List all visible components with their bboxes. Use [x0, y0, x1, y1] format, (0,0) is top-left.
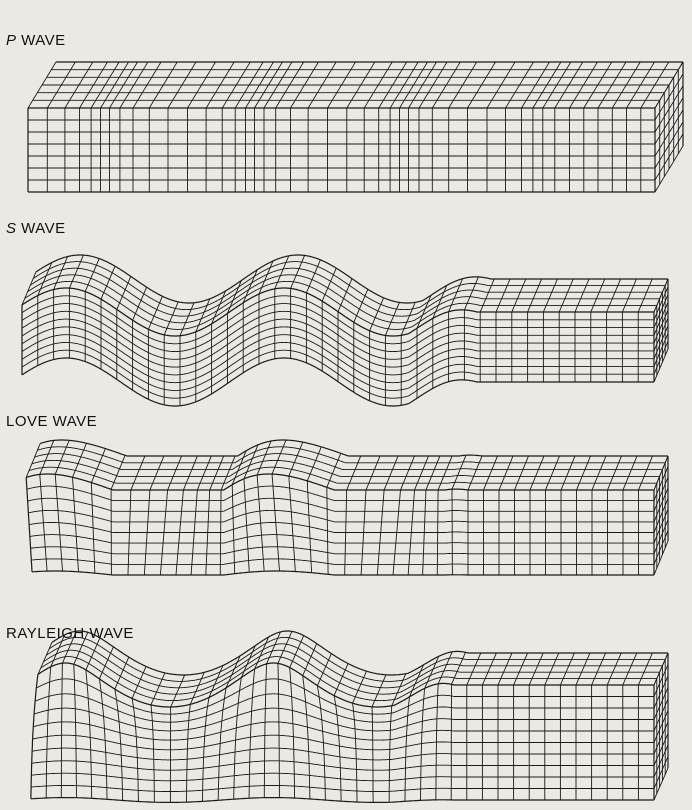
mesh-top-cross-line: [322, 268, 336, 301]
mesh-front-column-line: [249, 669, 255, 798]
mesh-top-cross-line: [210, 456, 224, 490]
mesh-top-cross-line: [561, 456, 575, 490]
mesh-top-cross-line: [164, 302, 178, 335]
mesh-front-column-line: [421, 688, 425, 800]
mesh-top-cross-line: [499, 456, 513, 490]
rayleigh-wave-block-diagram: [0, 615, 692, 810]
mesh-end-row-line: [654, 456, 668, 490]
mesh-front-column-line: [46, 667, 51, 798]
mesh-top-cross-line: [482, 653, 496, 685]
mesh-top-cross-line: [354, 289, 368, 322]
mesh-top-row-line: [46, 644, 662, 688]
mesh-front-column-line: [132, 698, 138, 801]
mesh-top-cross-line: [592, 653, 606, 685]
mesh-front-row-line: [28, 510, 654, 522]
mesh-top-cross-line: [171, 675, 185, 707]
panel-love-wave: [0, 405, 692, 590]
mesh-top-cross-line: [592, 456, 606, 490]
mesh-front-column-line: [220, 490, 221, 575]
mesh-top-cross-line: [622, 279, 636, 312]
panel-p-wave: [0, 0, 692, 200]
mesh-top-cross-line: [86, 638, 100, 670]
mesh-top-cross-line: [591, 279, 605, 312]
mesh-top-cross-line: [190, 672, 204, 704]
mesh-top-cross-line: [514, 653, 528, 685]
mesh-top-cross-line: [54, 257, 68, 290]
mesh-top-cross-line: [150, 456, 164, 490]
mesh-top-cross-line: [334, 664, 348, 696]
panel-s-wave: [0, 210, 692, 410]
mesh-top-row-line: [37, 447, 665, 463]
mesh-top-cross-line: [272, 440, 286, 474]
mesh-top-cross-line: [467, 653, 481, 685]
mesh-front-column-line: [372, 707, 373, 803]
mesh-front-column-line: [187, 704, 191, 802]
mesh-top-cross-line: [384, 456, 398, 490]
mesh-top-cross-line: [438, 652, 452, 684]
mesh-top-cross-line: [347, 456, 361, 490]
love-wave-label: LOVE WAVE: [6, 413, 98, 430]
mesh-top-cross-line: [639, 456, 653, 490]
mesh-top-cross-line: [577, 456, 591, 490]
mesh-end-row-line: [654, 488, 668, 522]
mesh-top-cross-line: [257, 441, 271, 475]
mesh-end-row-line: [654, 509, 668, 543]
mesh-front-column-line: [303, 676, 310, 799]
mesh-top-cross-line: [117, 276, 131, 309]
mesh-top-cross-line: [607, 279, 621, 312]
mesh-front-column-line: [389, 706, 392, 803]
mesh-top-cross-line: [303, 644, 317, 676]
mesh-top-cross-line: [530, 456, 544, 490]
mesh-top-cross-line: [168, 456, 182, 490]
mesh-top-cross-line: [183, 456, 197, 490]
mesh-front-column-line: [353, 703, 358, 802]
mesh-top-cross-line: [131, 456, 145, 490]
mesh-top-cross-line: [133, 287, 147, 320]
mesh-top-cross-line: [498, 653, 512, 685]
mesh-top-row-line: [44, 650, 660, 694]
mesh-front-column-line: [202, 697, 209, 801]
love-wave-block-diagram: [0, 405, 692, 590]
mesh-top-cross-line: [101, 266, 115, 299]
mesh-top-cross-line: [275, 256, 289, 289]
mesh-top-cross-line: [366, 456, 380, 490]
mesh-end-row-line: [654, 477, 668, 511]
mesh-top-cross-line: [415, 456, 429, 490]
mesh-front-row-line: [33, 722, 654, 740]
mesh-top-cross-line: [545, 653, 559, 685]
mesh-top-cross-line: [529, 653, 543, 685]
mesh-front-column-line: [405, 697, 410, 802]
mesh-front-column-line: [61, 663, 62, 797]
mesh-top-cross-line: [468, 456, 482, 490]
mesh-top-cross-line: [543, 279, 557, 312]
mesh-top-cross-line: [115, 657, 129, 689]
mesh-front-row-line: [30, 535, 654, 544]
mesh-front-column-line: [151, 705, 155, 802]
p-wave-label: P WAVE: [6, 32, 66, 49]
mesh-front-column-line: [437, 490, 438, 575]
mesh-top-row-line: [40, 440, 668, 456]
mesh-top-cross-line: [638, 653, 652, 685]
mesh-top-cross-line: [528, 279, 542, 312]
s-wave-label: S WAVE: [6, 220, 66, 237]
mesh-front-column-line: [264, 664, 266, 798]
mesh-end-row-line: [654, 499, 668, 533]
mesh-top-cross-line: [197, 456, 211, 490]
mesh-top-cross-line: [484, 456, 498, 490]
mesh-front-row-line: [29, 523, 654, 533]
mesh-top-cross-line: [576, 653, 590, 685]
mesh-front-column-line: [278, 663, 280, 797]
s-wave-block-diagram: [0, 210, 692, 410]
mesh-top-cross-line: [638, 279, 652, 312]
mesh-top-cross-line: [278, 631, 292, 663]
mesh-top-cross-line: [452, 455, 466, 489]
mesh-top-cross-line: [608, 456, 622, 490]
mesh-top-cross-line: [438, 456, 452, 490]
mesh-top-cross-line: [546, 456, 560, 490]
mesh-top-cross-line: [180, 303, 194, 336]
mesh-top-cross-line: [372, 675, 386, 707]
mesh-front-row-line: [27, 486, 654, 501]
p-wave-block-diagram: [0, 0, 692, 200]
mesh-top-cross-line: [426, 456, 440, 490]
mesh-front-column-line: [74, 664, 77, 797]
mesh-end-row-line: [654, 520, 668, 554]
rayleigh-wave-label: RAYLEIGH WAVE: [6, 625, 134, 642]
mesh-front-column-line: [334, 696, 341, 802]
mesh-top-row-line: [52, 631, 668, 675]
mesh-top-cross-line: [401, 456, 415, 490]
mesh-front-column-line: [86, 670, 92, 798]
mesh-top-row-line: [49, 637, 665, 681]
mesh-front-column-line: [115, 689, 123, 800]
mesh-top-cross-line: [99, 647, 113, 679]
mesh-end-row-line: [654, 530, 668, 564]
mesh-top-cross-line: [496, 279, 510, 312]
mesh-top-cross-line: [338, 279, 352, 312]
mesh-top-cross-line: [317, 654, 331, 686]
mesh-top-cross-line: [560, 653, 574, 685]
mesh-front-row-line: [31, 547, 654, 554]
mesh-top-cross-line: [26, 444, 40, 478]
mesh-top-cross-line: [575, 279, 589, 312]
mesh-front-column-line: [290, 668, 295, 799]
mesh-front-row-line: [34, 708, 654, 731]
mesh-top-cross-line: [40, 440, 54, 474]
mesh-top-cross-line: [515, 456, 529, 490]
panel-rayleigh-wave: [0, 615, 692, 810]
mesh-top-cross-line: [559, 279, 573, 312]
mesh-top-cross-line: [623, 653, 637, 685]
mesh-front-column-line: [31, 675, 38, 799]
mesh-top-cross-line: [607, 653, 621, 685]
mesh-top-cross-line: [512, 279, 526, 312]
mesh-front-column-line: [234, 678, 242, 800]
mesh-end-row-line: [654, 541, 668, 575]
mesh-top-cross-line: [452, 652, 466, 684]
mesh-top-cross-line: [623, 456, 637, 490]
